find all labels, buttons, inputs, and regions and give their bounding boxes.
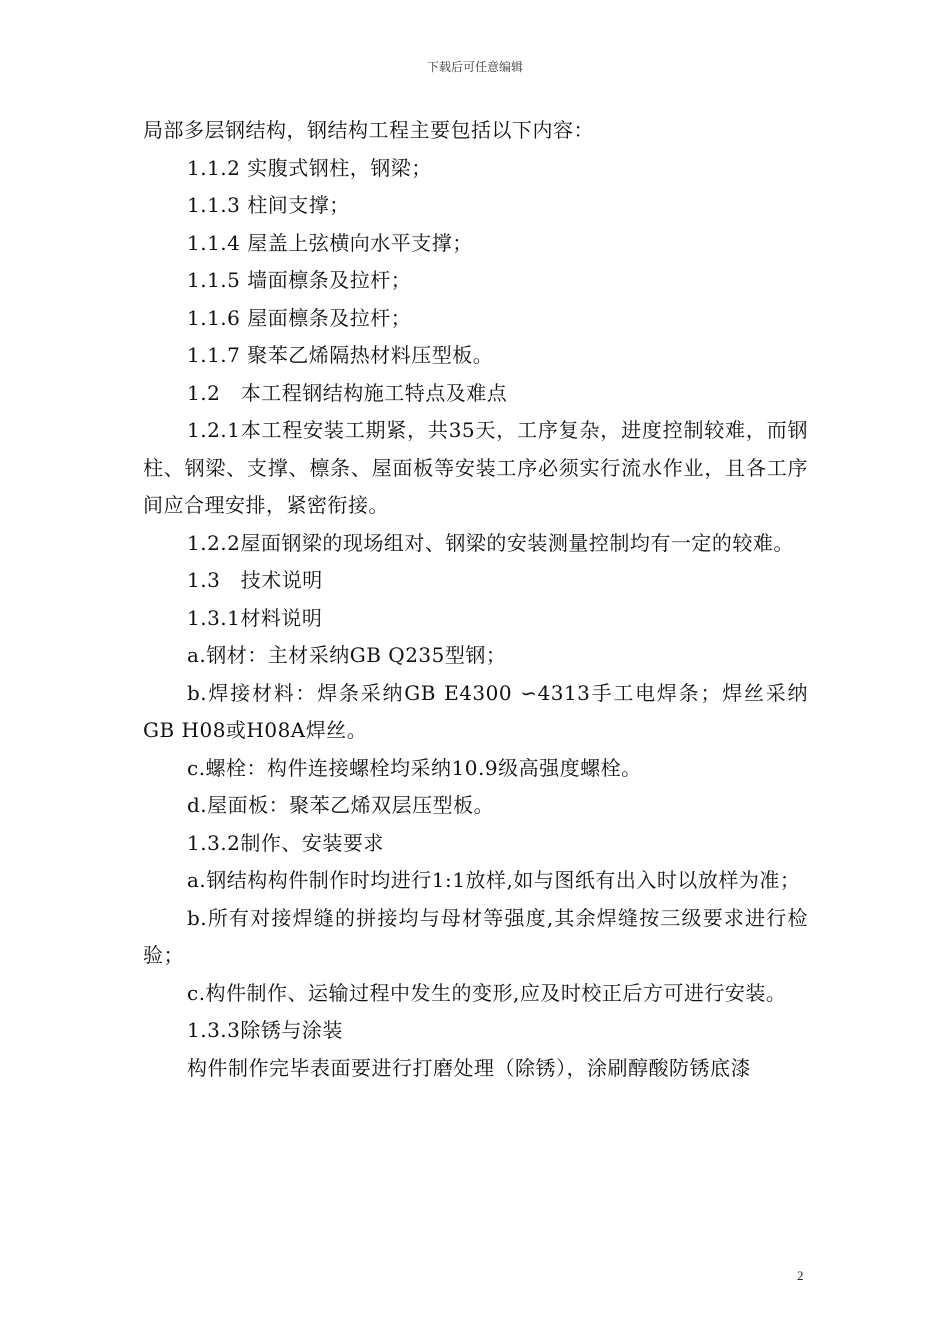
paragraph-1-2-2: 1.2.2屋面钢梁的现场组对、钢梁的安装测量控制均有一定的较难。 [187, 530, 794, 555]
material-item-d: d.屋面板：聚苯乙烯双层压型板。 [187, 793, 495, 817]
page-number: 2 [797, 1268, 804, 1283]
page-header: 下载后可任意编辑 [426, 60, 523, 74]
requirement-item-c: c.构件制作、运输过程中发生的变形,应及时校正后方可进行安装。 [187, 980, 787, 1005]
document-body [143, 112, 808, 1087]
list-item-1-1-5: 1.1.5 墙面檩条及拉杆； [187, 268, 412, 292]
paragraph-1-2-1: 1.2.1本工程安装工期紧，共35天，工序复杂，进度控制较难，而钢柱、钢梁、支撑、檩条、屋面板等安装工序必须实行流水作业，且各工序间应合理安排，紧密衔接。 [143, 418, 808, 517]
list-item-1-1-7: 1.1.7 聚苯乙烯隔热材料压型板。 [187, 343, 494, 367]
subsection-heading-1-3-1: 1.3.1材料说明 [187, 605, 323, 630]
list-item-1-1-2: 1.1.2 实腹式钢柱，钢梁； [187, 155, 432, 180]
list-item-1-1-3: 1.1.3 柱间支撑； [187, 193, 350, 217]
paragraph-coating: 构件制作完毕表面要进行打磨处理（除锈），涂刷醇酸防锈底漆 [187, 1055, 751, 1080]
subsection-heading-1-3-3: 1.3.3除锈与涂装 [187, 1018, 343, 1042]
list-item-1-1-4: 1.1.4 屋盖上弦横向水平支撑； [187, 230, 473, 255]
requirement-item-b: b.所有对接焊缝的拼接均与母材等强度,其余焊缝按三级要求进行检验； [143, 905, 808, 967]
requirement-item-a: a.钢结构构件制作时均进行1:1放样,如与图纸有出入时以放样为准； [187, 868, 801, 892]
material-item-c: c.螺栓：构件连接螺栓均采纳10.9级高强度螺栓。 [187, 755, 642, 780]
material-item-a: a.钢材：主材采纳GB Q235型钢； [187, 643, 507, 667]
subsection-heading-1-3-2: 1.3.2制作、安装要求 [187, 830, 384, 855]
section-heading-1-3: 1.3 技术说明 [187, 568, 323, 592]
section-heading-1-2: 1.2 本工程钢结构施工特点及难点 [187, 380, 508, 405]
material-item-b: b.焊接材料：焊条采纳GB E4300 ∽4313手工电焊条；焊丝采纳GB H08或H08A焊丝。 [143, 680, 808, 742]
list-item-1-1-6: 1.1.6 屋面檩条及拉杆； [187, 305, 412, 330]
paragraph-scope-intro: 局部多层钢结构，钢结构工程主要包括以下内容： [143, 118, 594, 142]
